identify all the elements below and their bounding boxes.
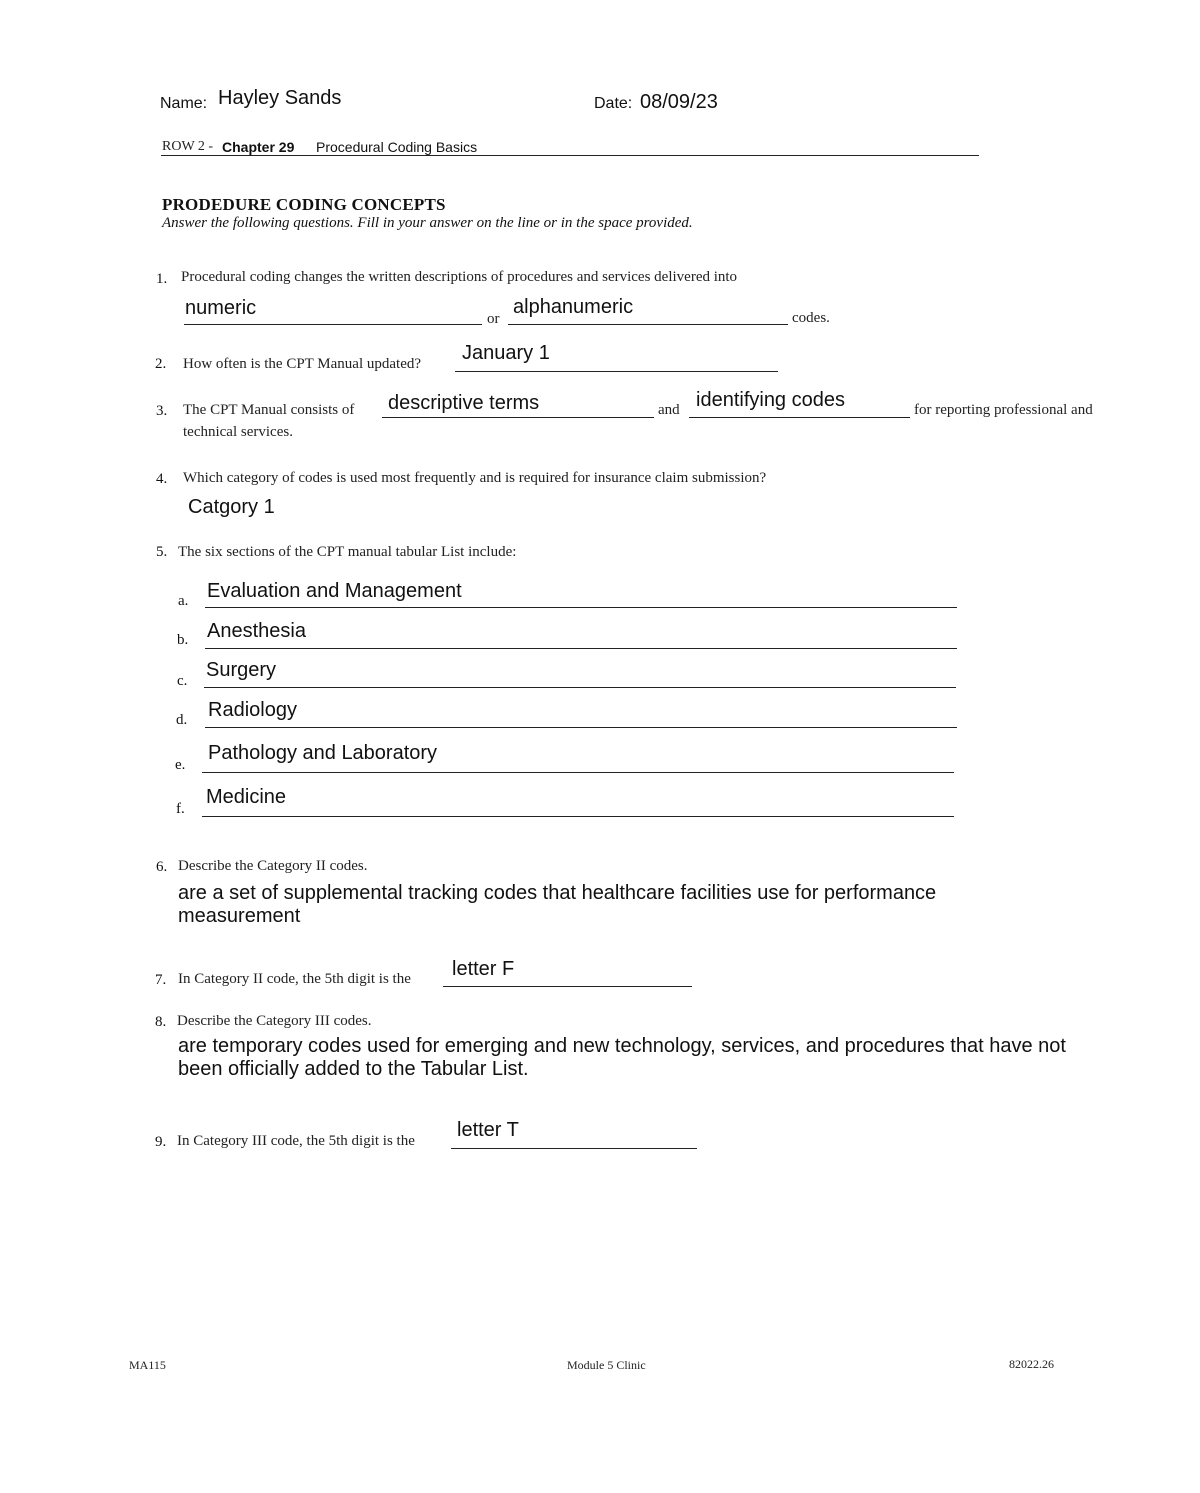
q5-item-line bbox=[204, 687, 956, 688]
q3-answer2[interactable]: identifying codes bbox=[696, 389, 845, 411]
q3-answer1[interactable]: descriptive terms bbox=[388, 392, 540, 414]
date-label: Date: bbox=[594, 95, 633, 112]
q9-number: 9. bbox=[155, 1134, 167, 1150]
q5-item-letter: e. bbox=[175, 757, 186, 773]
q1-suffix: codes. bbox=[792, 310, 830, 326]
q7-answer-line bbox=[443, 986, 692, 987]
q2-answer[interactable]: January 1 bbox=[462, 342, 550, 364]
name-field[interactable]: Hayley Sands bbox=[218, 87, 342, 109]
q2-answer-line bbox=[455, 371, 778, 372]
q5-item-line bbox=[202, 772, 954, 773]
q9-answer-line bbox=[451, 1148, 697, 1149]
q7-text: In Category II code, the 5th digit is the bbox=[178, 971, 411, 987]
q5-item-answer[interactable]: Pathology and Laboratory bbox=[208, 742, 438, 764]
q3-text: The CPT Manual consists of bbox=[183, 402, 355, 418]
q9-answer[interactable]: letter T bbox=[457, 1119, 519, 1141]
q5-item-answer[interactable]: Evaluation and Management bbox=[207, 580, 462, 602]
q5-text: The six sections of the CPT manual tabular List include: bbox=[178, 544, 517, 560]
q5-item-letter: b. bbox=[177, 632, 189, 648]
q7-number: 7. bbox=[155, 972, 167, 988]
q3-connector: and bbox=[658, 402, 680, 418]
q8-number: 8. bbox=[155, 1014, 167, 1030]
chapter-label: Chapter 29 bbox=[222, 139, 295, 155]
q1-answer2[interactable]: alphanumeric bbox=[513, 296, 634, 318]
q9-text: In Category III code, the 5th digit is the bbox=[177, 1133, 415, 1149]
q1-answer1[interactable]: numeric bbox=[185, 297, 257, 319]
q3-answer2-line bbox=[689, 417, 910, 418]
q6-number: 6. bbox=[156, 859, 168, 875]
q4-answer[interactable]: Catgory 1 bbox=[188, 496, 275, 518]
q5-item-line bbox=[205, 727, 957, 728]
q1-answer2-line bbox=[508, 324, 788, 325]
q6-answer[interactable]: are a set of supplemental tracking codes that healthcare facilities use for performance measurement bbox=[178, 882, 937, 927]
row-label: ROW 2 - bbox=[162, 139, 214, 154]
q1-connector: or bbox=[487, 311, 500, 327]
q5-item-letter: f. bbox=[176, 801, 185, 817]
footer-left: MA115 bbox=[129, 1358, 166, 1372]
q8-answer[interactable]: are temporary codes used for emerging and new technology, services, and procedures that have not been officially added to the Tabular List. bbox=[178, 1035, 1066, 1080]
q5-item-answer[interactable]: Radiology bbox=[208, 699, 297, 721]
q1-number: 1. bbox=[156, 271, 168, 287]
q3-number: 3. bbox=[156, 403, 168, 419]
q4-text: Which category of codes is used most frequently and is required for insurance claim submission? bbox=[183, 470, 767, 486]
q7-answer[interactable]: letter F bbox=[452, 958, 515, 980]
q5-number: 5. bbox=[156, 544, 168, 560]
q6-text: Describe the Category II codes. bbox=[178, 858, 368, 874]
q2-text: How often is the CPT Manual updated? bbox=[183, 356, 422, 372]
q3-suffix: for reporting professional and bbox=[914, 402, 1093, 418]
q5-item-answer[interactable]: Medicine bbox=[206, 786, 287, 808]
q5-item-line bbox=[205, 607, 957, 608]
chapter-title: Procedural Coding Basics bbox=[316, 139, 478, 155]
q3-continuation: technical services. bbox=[183, 424, 293, 440]
q1-text: Procedural coding changes the written descriptions of procedures and services delivered into bbox=[181, 269, 738, 285]
q5-item-answer[interactable]: Surgery bbox=[206, 659, 277, 681]
name-label: Name: bbox=[160, 95, 208, 112]
q3-answer1-line bbox=[382, 417, 654, 418]
q5-item-line bbox=[202, 816, 954, 817]
q5-item-answer[interactable]: Anesthesia bbox=[207, 620, 306, 642]
header-rule bbox=[161, 155, 979, 156]
q1-answer1-line bbox=[184, 324, 482, 325]
footer-center: Module 5 Clinic bbox=[567, 1358, 646, 1372]
q8-text: Describe the Category III codes. bbox=[177, 1013, 372, 1029]
q2-number: 2. bbox=[155, 356, 167, 372]
section-title: PRODEDURE CODING CONCEPTS bbox=[162, 195, 446, 214]
q5-item-letter: a. bbox=[178, 593, 189, 609]
section-instructions: Answer the following questions. Fill in your answer on the line or in the space provided. bbox=[162, 215, 693, 231]
footer-right: 82022.26 bbox=[1009, 1357, 1054, 1371]
q5-item-letter: d. bbox=[176, 712, 188, 728]
q5-item-line bbox=[205, 648, 957, 649]
q4-number: 4. bbox=[156, 471, 168, 487]
date-field[interactable]: 08/09/23 bbox=[640, 91, 718, 113]
q5-item-letter: c. bbox=[177, 673, 188, 689]
